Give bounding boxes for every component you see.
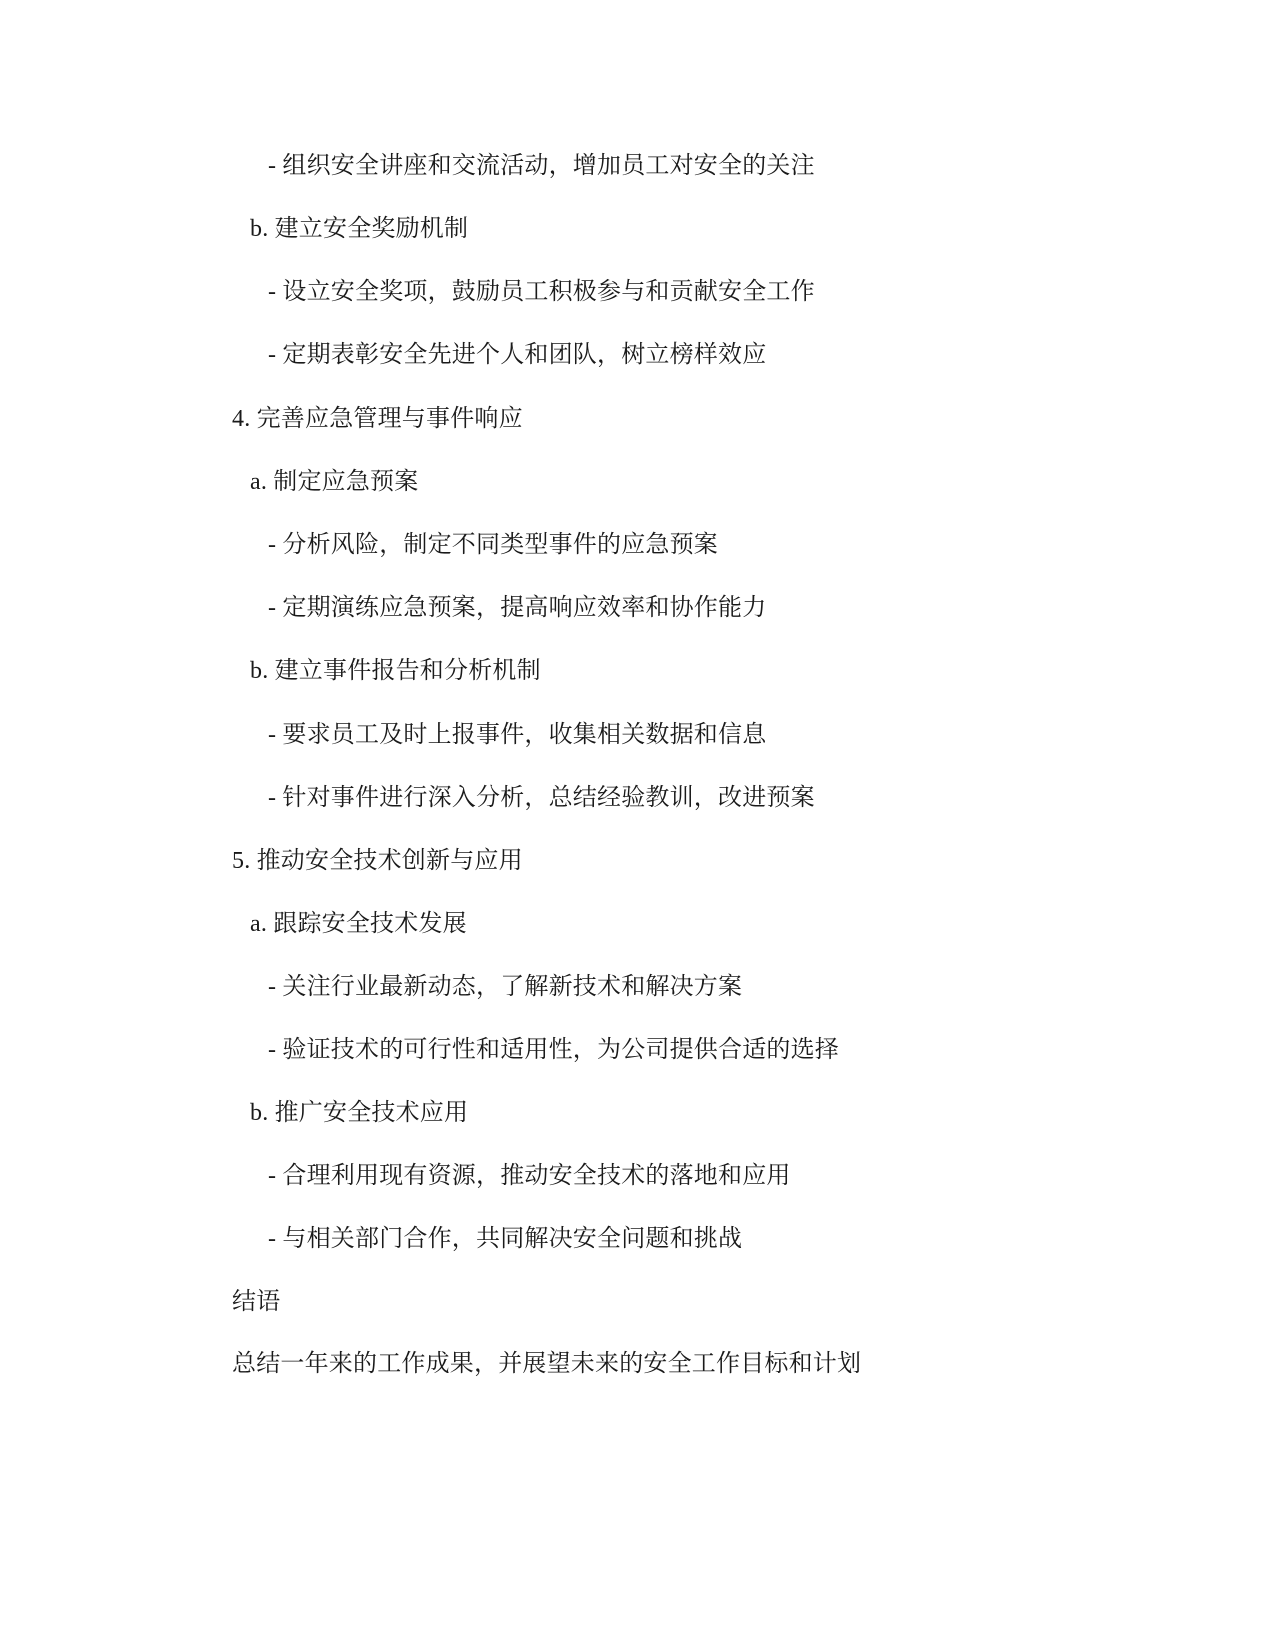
bullet-item: - 组织安全讲座和交流活动，增加员工对安全的关注 [268, 153, 815, 179]
bullet-item: - 定期演练应急预案，提高响应效率和协作能力 [268, 595, 767, 621]
conclusion-heading: 结语 [232, 1289, 281, 1315]
bullet-item: - 要求员工及时上报事件，收集相关数据和信息 [268, 722, 767, 748]
section-heading: 4. 完善应急管理与事件响应 [232, 406, 523, 432]
bullet-item: - 定期表彰安全先进个人和团队，树立榜样效应 [268, 342, 767, 368]
bullet-item: - 合理利用现有资源，推动安全技术的落地和应用 [268, 1163, 791, 1189]
bullet-item: - 设立安全奖项，鼓励员工积极参与和贡献安全工作 [268, 279, 815, 305]
subsection-heading: b. 推广安全技术应用 [250, 1100, 469, 1126]
subsection-heading: b. 建立安全奖励机制 [250, 216, 469, 242]
conclusion-paragraph: 总结一年来的工作成果，并展望未来的安全工作目标和计划 [232, 1351, 862, 1377]
subsection-heading: b. 建立事件报告和分析机制 [250, 658, 541, 684]
bullet-item: - 与相关部门合作，共同解决安全问题和挑战 [268, 1226, 743, 1252]
subsection-heading: a. 跟踪安全技术发展 [250, 911, 467, 937]
subsection-heading: a. 制定应急预案 [250, 469, 419, 495]
bullet-item: - 验证技术的可行性和适用性，为公司提供合适的选择 [268, 1037, 839, 1063]
section-heading: 5. 推动安全技术创新与应用 [232, 848, 523, 874]
bullet-item: - 分析风险，制定不同类型事件的应急预案 [268, 532, 718, 558]
bullet-item: - 针对事件进行深入分析，总结经验教训，改进预案 [268, 785, 815, 811]
bullet-item: - 关注行业最新动态，了解新技术和解决方案 [268, 974, 743, 1000]
